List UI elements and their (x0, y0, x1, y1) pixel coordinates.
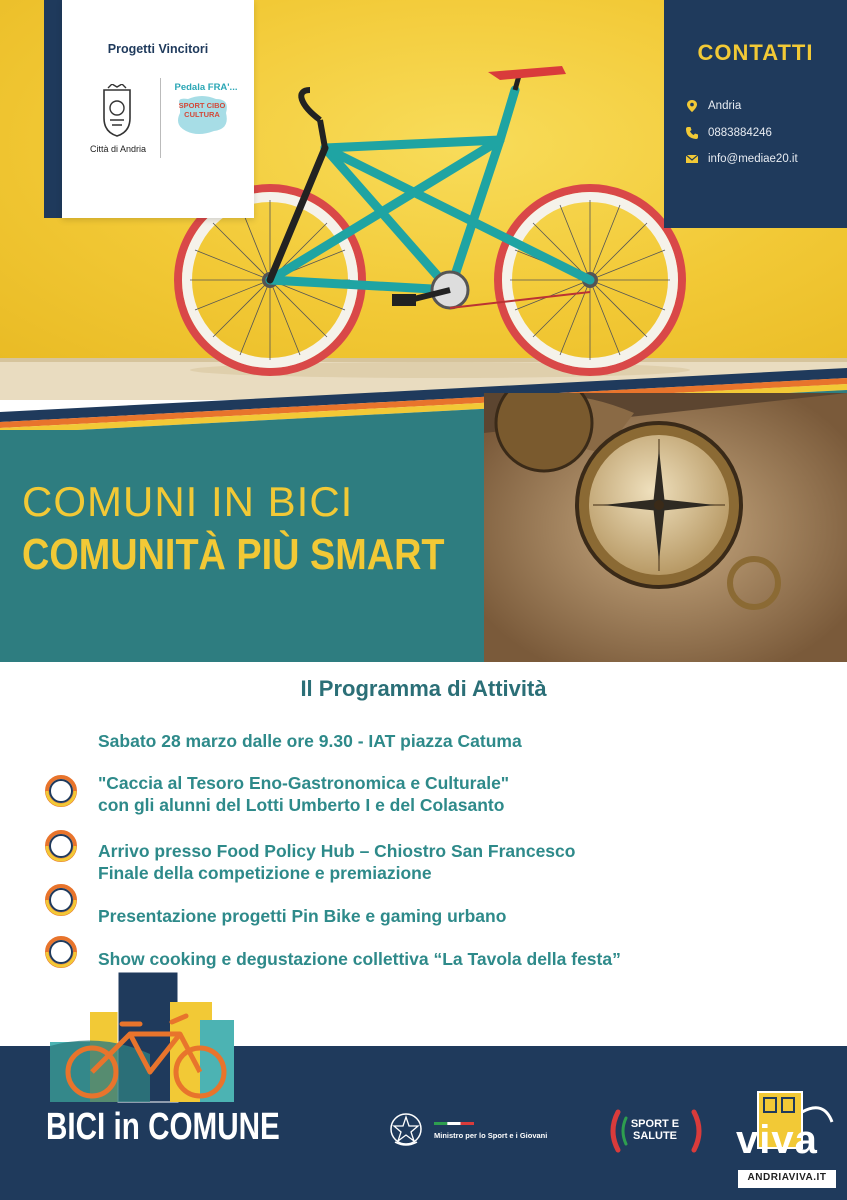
location-text: Andria (708, 100, 742, 112)
logo-divider (160, 78, 161, 158)
program-date-line: Sabato 28 marzo dalle ore 9.30 - IAT piazza Catuma (98, 731, 522, 751)
program-item-4 (98, 948, 621, 970)
hero-photo (0, 0, 847, 400)
winning-projects-card (62, 0, 254, 218)
viva-watermark-url[interactable]: ANDRIAVIVA.IT (747, 1172, 827, 1183)
contact-email (686, 151, 798, 167)
program-item-line: Arrivo presso Food Policy Hub – Chiostro San Francesco (98, 841, 576, 861)
mail-icon (686, 153, 698, 165)
ministry-label: Ministro per lo Sport e i Giovani (434, 1131, 548, 1140)
ring-bullet-icon (44, 774, 78, 808)
program-item-line: Show cooking e degustazione collettiva “La Tavola della festa” (98, 949, 621, 969)
headline-line-1: COMUNI IN BICI (22, 478, 354, 525)
contacts-panel (664, 0, 847, 228)
italian-flag-stripe-icon (434, 1122, 474, 1125)
bici-in-comune-brand: BICI in COMUNE (46, 1106, 280, 1148)
phone-icon (686, 127, 698, 139)
ring-bullet-icon (44, 883, 78, 917)
bici-in-comune-logo-icon (40, 972, 250, 1112)
winning-projects-title: Progetti Vincitori (107, 42, 209, 56)
pedala-title: Pedala FRA'... (174, 82, 238, 93)
email-text[interactable]: info@mediae20.it (708, 153, 798, 165)
city-crest-icon (100, 84, 134, 138)
pedala-subtitle: SPORT CIBO CULTURA (178, 101, 226, 119)
program-item-line: con gli alunni del Lotti Umberto I e del Colasanto (98, 795, 505, 815)
city-label: Città di Andria (89, 144, 147, 154)
headline-line-2: COMUNITÀ PIÙ SMART (22, 530, 445, 579)
program-item-line: Finale della competizione e premiazione (98, 863, 432, 883)
program-item-line: "Caccia al Tesoro Eno-Gastronomica e Culturale" (98, 773, 510, 793)
compass-illustration (484, 393, 847, 662)
compass-photo (484, 393, 847, 662)
phone-text[interactable]: 0883884246 (708, 127, 772, 139)
program-title: Il Programma di Attività (300, 676, 547, 701)
program-item-1 (98, 772, 509, 816)
contacts-title: CONTATTI (697, 40, 814, 65)
logo-card-ribbon (44, 0, 64, 218)
contact-location (686, 98, 741, 114)
italian-republic-emblem-icon (389, 1112, 423, 1148)
viva-watermark-word: viva (736, 1118, 818, 1162)
sport-e-salute-text: SPORT E SALUTE (630, 1118, 680, 1142)
program-item-2 (98, 840, 575, 884)
map-pin-icon (686, 100, 698, 112)
program-item-line: Presentazione progetti Pin Bike e gaming urbano (98, 906, 507, 926)
contact-phone (686, 125, 772, 141)
ring-bullet-icon (44, 829, 78, 863)
program-item-3 (98, 905, 506, 927)
ring-bullet-icon (44, 935, 78, 969)
